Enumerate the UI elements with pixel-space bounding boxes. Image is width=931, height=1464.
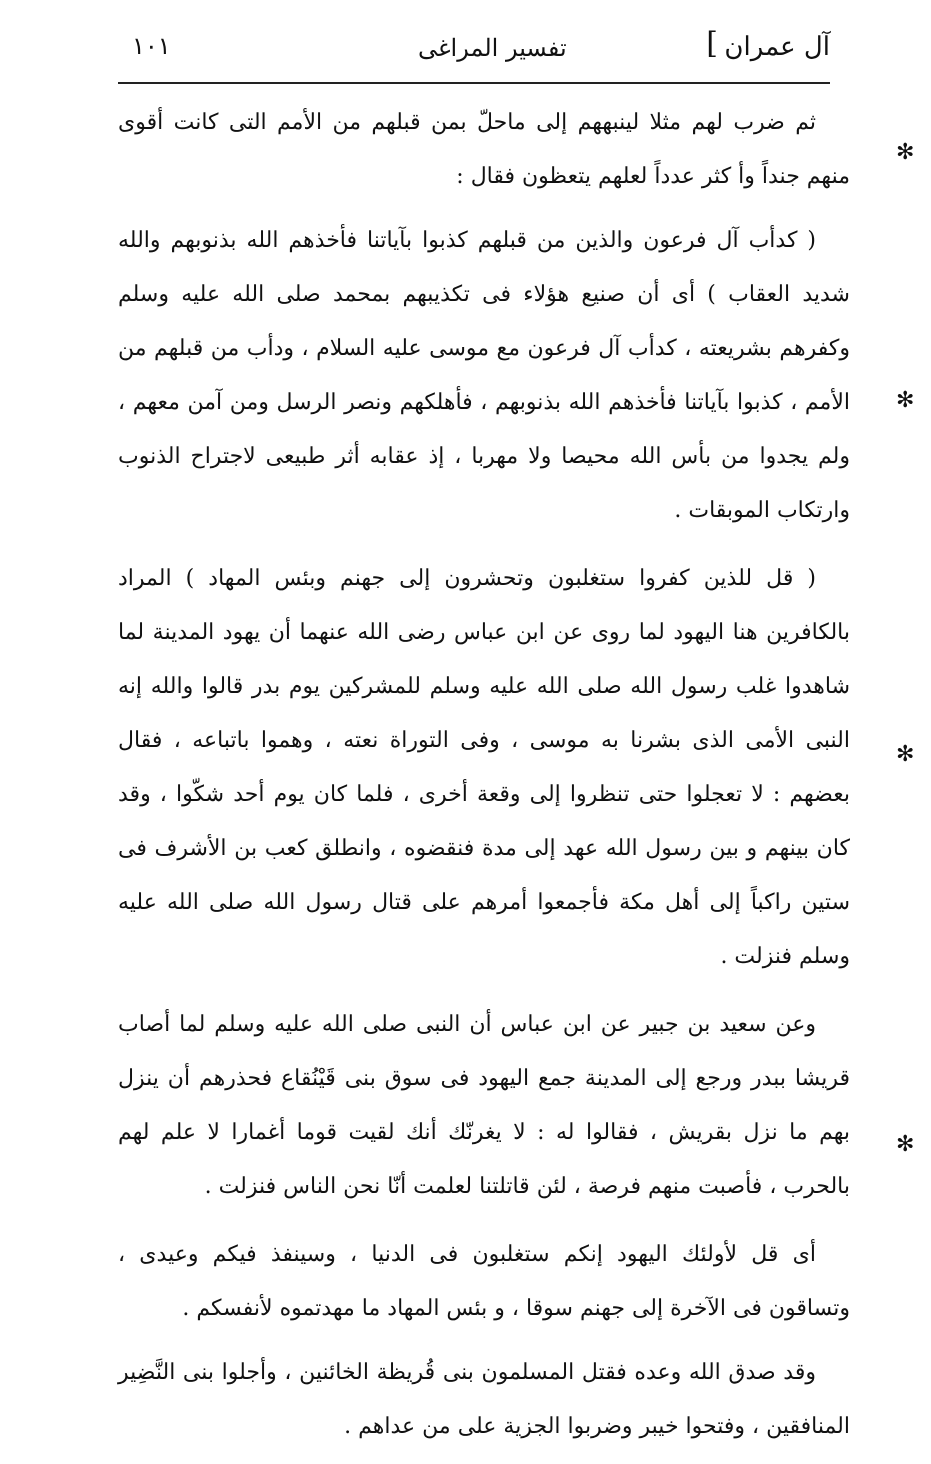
margin-mark-icon: ✻ bbox=[896, 742, 915, 767]
paragraph-6: وقد صدق الله وعده فقتل المسلمون بنى قُريظة الخائنين ، وأجلوا بنى النَّضِير المنافقين ، وفتحوا خيبر وضربوا الجزية على من عداهم . bbox=[118, 1360, 850, 1439]
header-bracket: ] bbox=[706, 26, 718, 61]
paragraph-5: أى قل لأولئك اليهود إنكم ستغلبون فى الدنيا ، وسينفذ فيكم وعيدى ، وتساقون فى الآخرة إلى جهنم سوقا ، و بئس المهاد ما مهدتموه لأنفسكم . bbox=[118, 1242, 850, 1321]
margin-mark-icon: ✻ bbox=[896, 140, 915, 165]
margin-mark-icon: ✻ bbox=[896, 1132, 915, 1157]
paragraph-4: وعن سعيد بن جبير عن ابن عباس أن النبى صلى الله عليه وسلم لما أصاب قريشا ببدر ورجع إلى المدينة جمع اليهود فى سوق بنى قَيْنُقاع فحذرهم أن ينزل بهم ما نزل بقريش ، فقالوا له : لا يغرنّك أنك لقيت قوما أغمارا لا علم لهم بالحرب ، فأصبت منهم فرصة ، لئن قاتلتنا لعلمت أنّا نحن الناس فنزلت . bbox=[118, 1012, 850, 1199]
paragraph-1: ثم ضرب لهم مثلا لينبههم إلى ماحلّ بمن قبلهم من الأمم التى كانت أقوى منهم جنداً وأ كثر عدداً لعلهم يتعظون فقال : bbox=[118, 110, 850, 189]
page-number: ١٠١ bbox=[132, 32, 171, 60]
book-title: تفسير المراغى bbox=[418, 34, 567, 62]
surah-title: آل عمران bbox=[724, 32, 830, 62]
paragraph-2: ( كدأب آل فرعون والذين من قبلهم كذبوا بآياتنا فأخذهم الله بذنوبهم والله شديد العقاب ) أى أن صنيع هؤلاء فى تكذيبهم بمحمد صلى الله عليه وسلم وكفرهم بشريعته ، كدأب آل فرعون مع موسى عليه السلام ، ودأب من قبلهم من الأمم ، كذبوا بآياتنا فأخذهم الله بذنوبهم ، فأهلكهم ونصر الرسل ومن آمن معهم ، ولم يجدوا من بأس الله محيصا ولا مهربا ، إذ عقابه أثر طبيعى لاجتراح الذنوب وارتكاب الموبقات . bbox=[118, 228, 850, 523]
margin-mark-icon: ✻ bbox=[896, 388, 915, 413]
paragraph-3: ( قل للذين كفروا ستغلبون وتحشرون إلى جهنم وبئس المهاد ) المراد بالكافرين هنا اليهود لما روى عن ابن عباس رضى الله عنهما أن يهود المدينة لما شاهدوا غلب رسول الله صلى الله عليه وسلم للمشركين يوم بدر قالوا والله إنه النبى الأمى الذى بشرنا به موسى ، وفى التوراة نعته ، وهموا باتباعه ، فقال بعضهم : لا تعجلوا حتى تنظروا إلى وقعة أخرى ، فلما كان يوم أحد شكّوا ، وقد كان بينهم و بين رسول الله عهد إلى مدة فنقضوه ، وانطلق كعب بن الأشرف فى ستين راكباً إلى أهل مكة فأجمعوا أمرهم على قتال رسول الله صلى الله عليه وسلم فنزلت . bbox=[118, 566, 850, 969]
page-header bbox=[118, 22, 830, 82]
page-body bbox=[118, 96, 850, 1464]
header-rule bbox=[118, 82, 830, 84]
